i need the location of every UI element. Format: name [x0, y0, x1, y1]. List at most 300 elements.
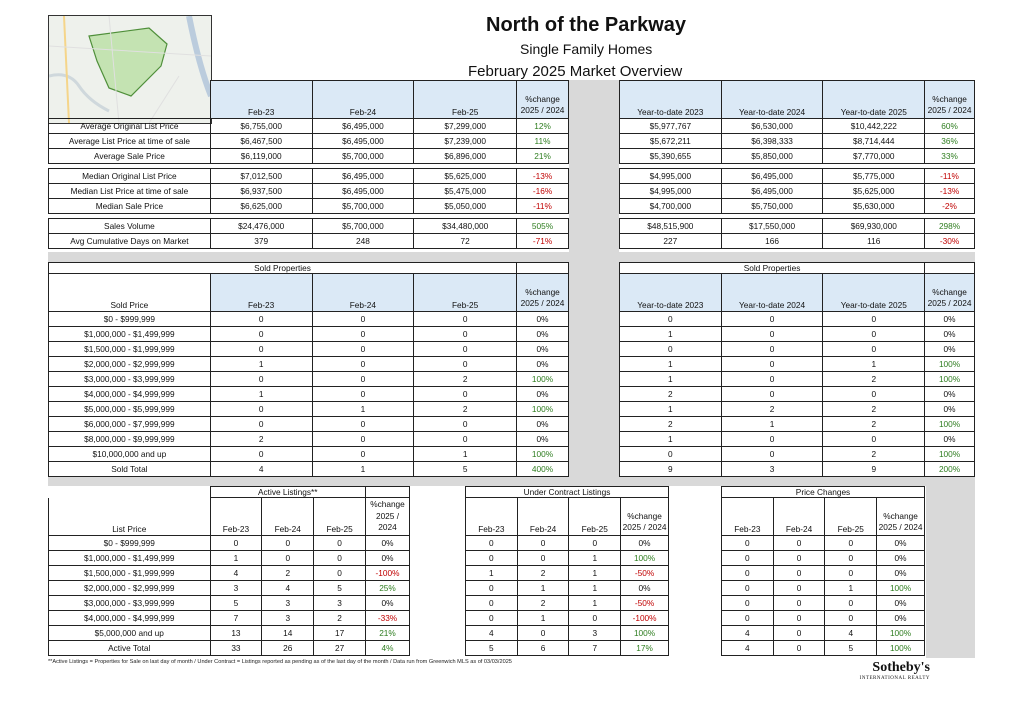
cell: 379: [210, 234, 312, 249]
cell: 0: [773, 641, 825, 656]
cell: 0: [312, 312, 414, 327]
row-label: $5,000,000 and up: [49, 626, 211, 641]
table-row: [620, 387, 975, 402]
row-label: Avg Cumulative Days on Market: [49, 234, 211, 249]
row-label: Median Sale Price: [49, 199, 211, 214]
cell: 0: [517, 536, 569, 551]
cell: 1: [823, 357, 925, 372]
cell: $5,672,211: [620, 134, 722, 149]
cell: 1: [721, 417, 823, 432]
cell: 14: [262, 626, 314, 641]
pct-cell: 100%: [925, 357, 975, 372]
brand-name: Sotheby's: [872, 660, 930, 675]
cell: 0: [414, 387, 517, 402]
row-label: $2,000,000 - $2,999,999: [49, 581, 211, 596]
pct-cell: 400%: [517, 462, 569, 477]
table-row: [49, 219, 569, 234]
cell: 1: [569, 596, 621, 611]
cell: 1: [620, 402, 722, 417]
pct-cell: -30%: [925, 234, 975, 249]
cell: 3: [262, 596, 314, 611]
cell: $5,390,655: [620, 149, 722, 164]
col-header: Feb-24: [517, 498, 569, 536]
cell: 0: [721, 372, 823, 387]
cell: 0: [823, 312, 925, 327]
cell: 1: [414, 447, 517, 462]
table-row: [49, 234, 569, 249]
table-row: [49, 551, 410, 566]
col-header: %change 2025 / 2024: [877, 498, 925, 536]
cell: 0: [210, 327, 312, 342]
cell: $6,530,000: [721, 119, 823, 134]
table-row: [49, 581, 410, 596]
col-header: Feb-23: [210, 274, 312, 312]
cell: 2: [823, 402, 925, 417]
table-row: [466, 596, 669, 611]
cell: 0: [721, 387, 823, 402]
col-header: Year-to-date 2024: [721, 274, 823, 312]
pct-cell: 0%: [517, 432, 569, 447]
cell: 0: [312, 387, 414, 402]
pct-cell: 100%: [517, 402, 569, 417]
cell: 4: [210, 566, 262, 581]
sold-price-label: Sold Price: [49, 274, 211, 312]
cell: 26: [262, 641, 314, 656]
pct-cell: 0%: [517, 387, 569, 402]
pct-cell: 100%: [517, 372, 569, 387]
cell: 3: [262, 611, 314, 626]
row-label: $3,000,000 - $3,999,999: [49, 596, 211, 611]
cell: 0: [722, 596, 774, 611]
cell: 2: [517, 566, 569, 581]
cell: $6,398,333: [721, 134, 823, 149]
pct-cell: 0%: [517, 357, 569, 372]
cell: 1: [312, 462, 414, 477]
cell: $5,700,000: [312, 149, 414, 164]
cell: 0: [823, 327, 925, 342]
cell: 0: [620, 447, 722, 462]
pct-cell: -33%: [366, 611, 410, 626]
table-row: [722, 551, 925, 566]
listings-right-band: [926, 486, 975, 658]
cell: $34,480,000: [414, 219, 517, 234]
cell: 2: [414, 372, 517, 387]
row-label: $1,500,000 - $1,999,999: [49, 566, 211, 581]
table-row: [466, 641, 669, 656]
table-row: [620, 219, 975, 234]
cell: 0: [312, 327, 414, 342]
pct-cell: -13%: [925, 184, 975, 199]
cell: 5: [210, 596, 262, 611]
cell: $10,442,222: [823, 119, 925, 134]
table-row: [49, 447, 569, 462]
cell: 3: [210, 581, 262, 596]
cell: $7,770,000: [823, 149, 925, 164]
cell: $4,700,000: [620, 199, 722, 214]
cell: 166: [721, 234, 823, 249]
cell: 1: [210, 357, 312, 372]
cell: 1: [466, 566, 518, 581]
table-row: [620, 184, 975, 199]
cell: $6,495,000: [312, 169, 414, 184]
cell: $7,299,000: [414, 119, 517, 134]
pct-cell: 11%: [517, 134, 569, 149]
cell: 0: [466, 611, 518, 626]
cell: $6,495,000: [312, 134, 414, 149]
cell: 2: [620, 417, 722, 432]
cell: $5,850,000: [721, 149, 823, 164]
pct-cell: 0%: [925, 312, 975, 327]
table-row: [620, 417, 975, 432]
cell: 0: [262, 551, 314, 566]
cell: 5: [466, 641, 518, 656]
table-row: [49, 119, 569, 134]
table-row: [49, 596, 410, 611]
cell: $6,495,000: [312, 184, 414, 199]
sold-section-title-right: Sold Properties: [620, 263, 925, 274]
cell: 0: [773, 626, 825, 641]
under-contract-table: [465, 486, 669, 656]
cell: $24,476,000: [210, 219, 312, 234]
cell: 0: [210, 402, 312, 417]
page-title: North of the Parkway: [486, 14, 687, 36]
pct-cell: 12%: [517, 119, 569, 134]
row-label: $10,000,000 and up: [49, 447, 211, 462]
row-label: Average Sale Price: [49, 149, 211, 164]
col-header: Year-to-date 2024: [721, 81, 823, 119]
brand-tag: INTERNATIONAL REALTY: [859, 676, 930, 681]
table-row: [620, 234, 975, 249]
cell: 0: [773, 596, 825, 611]
pct-cell: -100%: [366, 566, 410, 581]
pct-cell: 0%: [877, 611, 925, 626]
table-row: [466, 551, 669, 566]
cell: $17,550,000: [721, 219, 823, 234]
cell: $6,937,500: [210, 184, 312, 199]
cell: $5,625,000: [414, 169, 517, 184]
pct-cell: -11%: [925, 169, 975, 184]
cell: 248: [312, 234, 414, 249]
row-label: $8,000,000 - $9,999,999: [49, 432, 211, 447]
table-row: [49, 611, 410, 626]
pct-cell: -50%: [621, 566, 669, 581]
pct-cell: -50%: [621, 596, 669, 611]
table-row: [620, 134, 975, 149]
cell: 0: [825, 611, 877, 626]
cell: 0: [466, 596, 518, 611]
cell: 2: [314, 611, 366, 626]
table-row: [49, 432, 569, 447]
pct-cell: 0%: [517, 417, 569, 432]
pct-cell: 25%: [366, 581, 410, 596]
pct-cell: 4%: [366, 641, 410, 656]
cell: $5,700,000: [312, 199, 414, 214]
cell: 1: [210, 387, 312, 402]
cell: 0: [210, 417, 312, 432]
cell: 1: [569, 566, 621, 581]
col-header: Feb-25: [569, 498, 621, 536]
col-header: Feb-23: [466, 498, 518, 536]
pct-cell: 100%: [925, 372, 975, 387]
cell: 0: [414, 432, 517, 447]
report-period: February 2025 Market Overview: [468, 63, 683, 80]
cell: 0: [825, 536, 877, 551]
list-price-label: List Price: [49, 498, 211, 536]
col-header: Feb-24: [312, 274, 414, 312]
sold-section-title: Sold Properties: [49, 263, 517, 274]
pct-cell: 0%: [366, 551, 410, 566]
cell: $4,995,000: [620, 184, 722, 199]
section-band-2: [48, 476, 975, 486]
cell: 0: [773, 566, 825, 581]
pct-cell: 0%: [877, 551, 925, 566]
table-row: [466, 566, 669, 581]
pct-cell: 21%: [517, 149, 569, 164]
table-row: [49, 169, 569, 184]
table-row: [620, 372, 975, 387]
row-label: $4,000,000 - $4,999,999: [49, 611, 211, 626]
pct-cell: 21%: [366, 626, 410, 641]
cell: $6,755,000: [210, 119, 312, 134]
row-label: Average List Price at time of sale: [49, 134, 211, 149]
table-row: [722, 536, 925, 551]
table-row: [49, 462, 569, 477]
cell: 72: [414, 234, 517, 249]
table-row: [620, 149, 975, 164]
col-header: %change 2025 / 2024: [517, 274, 569, 312]
table-row: [49, 357, 569, 372]
cell: $4,995,000: [620, 169, 722, 184]
cell: 3: [721, 462, 823, 477]
cell: 5: [825, 641, 877, 656]
cell: 5: [414, 462, 517, 477]
table-row: [466, 611, 669, 626]
cell: 0: [620, 312, 722, 327]
active-listings-table: [48, 486, 410, 656]
cell: 7: [210, 611, 262, 626]
cell: 1: [517, 611, 569, 626]
pct-cell: -16%: [517, 184, 569, 199]
cell: 0: [823, 387, 925, 402]
cell: 1: [569, 551, 621, 566]
pct-cell: -2%: [925, 199, 975, 214]
cell: 2: [823, 372, 925, 387]
cell: 0: [620, 342, 722, 357]
cell: 0: [825, 596, 877, 611]
table-row: [49, 626, 410, 641]
cell: 2: [262, 566, 314, 581]
pct-cell: 0%: [925, 402, 975, 417]
table-row: [49, 199, 569, 214]
pct-cell: -13%: [517, 169, 569, 184]
cell: $7,012,500: [210, 169, 312, 184]
sold-divider-band: [569, 262, 619, 476]
pct-cell: 0%: [925, 432, 975, 447]
col-header: Feb-24: [312, 81, 414, 119]
price-changes-table: [721, 486, 925, 656]
cell: 0: [721, 447, 823, 462]
cell: 0: [721, 312, 823, 327]
table-row: [620, 447, 975, 462]
cell: $6,495,000: [312, 119, 414, 134]
pct-cell: 100%: [877, 626, 925, 641]
table-row: [49, 641, 410, 656]
footnote: **Active Listings = Properties for Sale on last day of month / Under Contract = Listings reported as pending as of the last day of the month / Data run from Greenwich MLS as of 03/03/2025: [48, 659, 512, 665]
cell: 0: [314, 536, 366, 551]
col-header: %change 2025 / 2024: [517, 81, 569, 119]
cell: 9: [823, 462, 925, 477]
pct-cell: 0%: [621, 536, 669, 551]
row-label: Median List Price at time of sale: [49, 184, 211, 199]
cell: 0: [210, 372, 312, 387]
pct-cell: 0%: [517, 312, 569, 327]
pct-cell: 0%: [877, 566, 925, 581]
cell: $5,625,000: [823, 184, 925, 199]
table-row: [620, 119, 975, 134]
pct-cell: 0%: [877, 536, 925, 551]
table-row: [722, 566, 925, 581]
table-row: [49, 566, 410, 581]
cell: $6,495,000: [721, 169, 823, 184]
cell: 0: [466, 551, 518, 566]
pct-cell: -71%: [517, 234, 569, 249]
pct-cell: 0%: [366, 536, 410, 551]
pct-cell: 36%: [925, 134, 975, 149]
pct-cell: 0%: [877, 596, 925, 611]
cell: $8,714,444: [823, 134, 925, 149]
cell: 1: [620, 432, 722, 447]
col-header: %change 2025 / 2024: [366, 498, 410, 536]
cell: 0: [773, 581, 825, 596]
pct-cell: 0%: [366, 596, 410, 611]
sold-table-left: [48, 262, 569, 477]
summary-divider-band: [569, 80, 619, 252]
row-label: $4,000,000 - $4,999,999: [49, 387, 211, 402]
cell: $6,467,500: [210, 134, 312, 149]
cell: $69,930,000: [823, 219, 925, 234]
table-row: [466, 536, 669, 551]
table-row: [722, 611, 925, 626]
cell: 0: [314, 551, 366, 566]
cell: 0: [722, 581, 774, 596]
cell: $5,475,000: [414, 184, 517, 199]
cell: 0: [569, 536, 621, 551]
cell: 0: [312, 432, 414, 447]
cell: $6,119,000: [210, 149, 312, 164]
col-header: %change 2025 / 2024: [621, 498, 669, 536]
cell: 5: [314, 581, 366, 596]
col-header: Feb-23: [210, 81, 312, 119]
pct-cell: 0%: [925, 387, 975, 402]
table-row: [722, 596, 925, 611]
row-label: $0 - $999,999: [49, 312, 211, 327]
col-header: Feb-25: [314, 498, 366, 536]
cell: 4: [722, 641, 774, 656]
row-label: $1,500,000 - $1,999,999: [49, 342, 211, 357]
cell: 0: [722, 551, 774, 566]
table-row: [49, 417, 569, 432]
cell: $5,750,000: [721, 199, 823, 214]
cell: 4: [466, 626, 518, 641]
pct-cell: 505%: [517, 219, 569, 234]
pct-cell: 100%: [925, 417, 975, 432]
cell: $5,775,000: [823, 169, 925, 184]
cell: 2: [823, 447, 925, 462]
cell: 0: [414, 327, 517, 342]
pct-cell: 0%: [925, 342, 975, 357]
cell: 0: [773, 611, 825, 626]
cell: 0: [262, 536, 314, 551]
cell: 4: [825, 626, 877, 641]
cell: 0: [823, 432, 925, 447]
cell: 2: [210, 432, 312, 447]
cell: 2: [721, 402, 823, 417]
cell: 6: [517, 641, 569, 656]
cell: 0: [414, 312, 517, 327]
cell: 227: [620, 234, 722, 249]
cell: 0: [312, 447, 414, 462]
cell: 4: [210, 462, 312, 477]
cell: 0: [721, 327, 823, 342]
table-row: [49, 149, 569, 164]
table-row: [49, 387, 569, 402]
row-label: $1,000,000 - $1,499,999: [49, 551, 211, 566]
cell: 0: [210, 536, 262, 551]
table-row: [722, 641, 925, 656]
pct-cell: 17%: [621, 641, 669, 656]
section-band-1: [48, 252, 975, 262]
row-label: $2,000,000 - $2,999,999: [49, 357, 211, 372]
table-row: [49, 342, 569, 357]
col-header: Feb-24: [773, 498, 825, 536]
pct-cell: 0%: [517, 327, 569, 342]
cell: $6,625,000: [210, 199, 312, 214]
pct-cell: 100%: [621, 551, 669, 566]
contract-title: Under Contract Listings: [466, 487, 669, 498]
cell: 0: [823, 342, 925, 357]
cell: $6,495,000: [721, 184, 823, 199]
table-row: [620, 169, 975, 184]
cell: 7: [569, 641, 621, 656]
cell: 0: [414, 417, 517, 432]
table-row: [49, 327, 569, 342]
cell: 0: [314, 566, 366, 581]
cell: 2: [414, 402, 517, 417]
cell: 0: [722, 611, 774, 626]
cell: 1: [210, 551, 262, 566]
pct-cell: 100%: [621, 626, 669, 641]
cell: 4: [722, 626, 774, 641]
cell: 0: [773, 551, 825, 566]
pct-cell: 298%: [925, 219, 975, 234]
pct-cell: 0%: [621, 581, 669, 596]
col-header: %change 2025 / 2024: [925, 274, 975, 312]
cell: 0: [210, 312, 312, 327]
row-label: Sold Total: [49, 462, 211, 477]
col-header: Feb-24: [262, 498, 314, 536]
cell: 9: [620, 462, 722, 477]
cell: 0: [721, 342, 823, 357]
cell: 0: [517, 551, 569, 566]
cell: 0: [721, 357, 823, 372]
cell: $5,977,767: [620, 119, 722, 134]
table-row: [620, 402, 975, 417]
table-row: [49, 134, 569, 149]
cell: 3: [314, 596, 366, 611]
cell: 0: [825, 566, 877, 581]
cell: 0: [312, 372, 414, 387]
row-label: $5,000,000 - $5,999,999: [49, 402, 211, 417]
